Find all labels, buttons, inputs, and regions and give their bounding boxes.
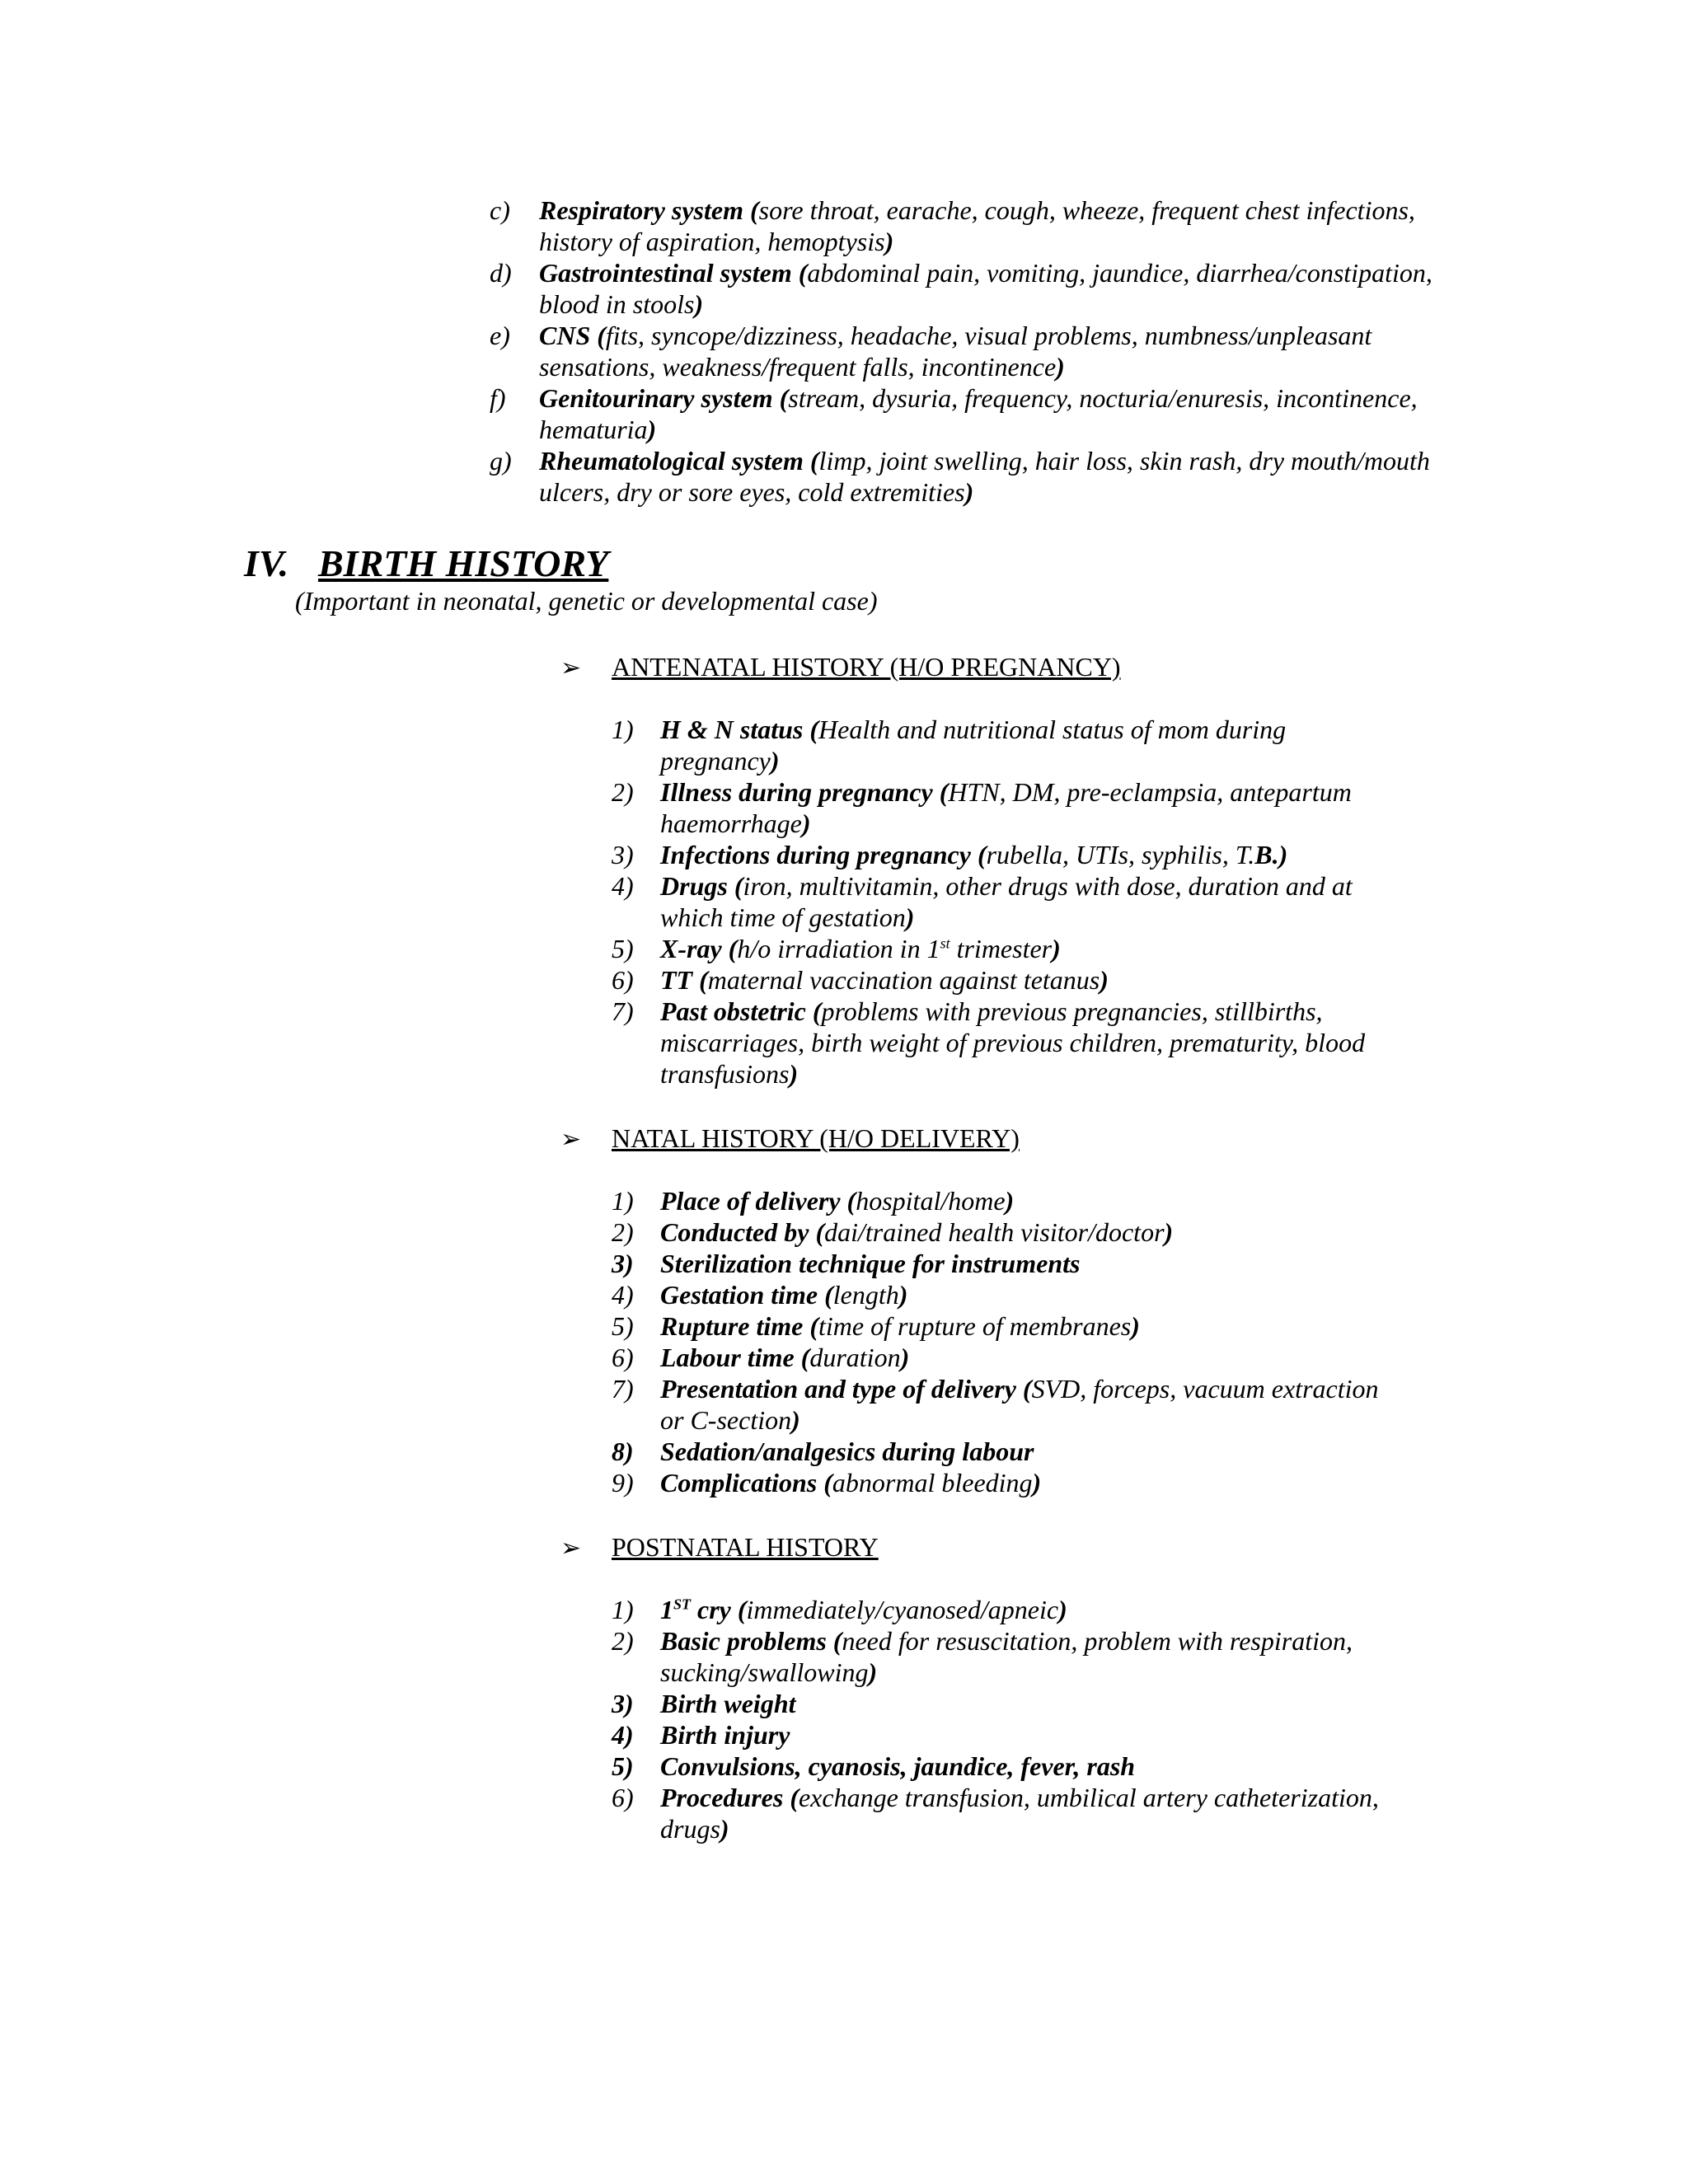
list-item	[0, 1750, 1688, 1782]
subsection-natal	[560, 1122, 1020, 1155]
item-description: exchange transfusion, umbilical artery catheterization, drugs	[660, 1783, 1379, 1844]
list-item: c) Respiratory system (sore throat, earache, cough, wheeze, frequent chest infections, history of aspiration, hemoptysis)	[490, 195, 1415, 256]
item-term: Basic problems	[660, 1626, 827, 1656]
item-description: problems with previous pregnancies, stillbirths, miscarriages, birth weight of previous children, prematurity, blood transfusions	[660, 996, 1366, 1089]
list-item: 7) Past obstetric (problems with previous pregnancies, stillbirths, miscarriages, birth weight of previous children, prematurity, blood transfusions)	[612, 996, 1366, 1089]
list-item: d) Gastrointestinal system (abdominal pain, vomiting, jaundice, diarrhea/constipation, blood in stools)	[490, 258, 1432, 319]
list-item	[0, 1719, 1688, 1750]
postnatal-list	[0, 1594, 1688, 1844]
list-item: 1) 1ST cry (immediately/cyanosed/apneic)	[612, 1595, 1067, 1624]
list-item: 2) Basic problems (need for resuscitation, problem with respiration, sucking/swallowing)	[612, 1626, 1353, 1687]
list-item: 2) Conducted by (dai/trained health visitor/doctor)	[612, 1217, 1174, 1247]
item-term: H & N status	[660, 715, 804, 744]
arrow-bullet-icon: ➢	[560, 1535, 582, 1562]
list-number: 2)	[612, 1217, 634, 1247]
item-description: abnormal bleeding	[832, 1468, 1033, 1497]
list-item: 1) Place of delivery (hospital/home)	[612, 1186, 1015, 1216]
item-description: dai/trained health visitor/doctor	[824, 1217, 1165, 1247]
subsection-postnatal	[560, 1531, 879, 1564]
list-marker: c)	[490, 195, 510, 225]
list-marker: d)	[490, 258, 512, 288]
item-description: immediately/cyanosed/apneic	[746, 1595, 1059, 1624]
subsection-title: NATAL HISTORY (H/O DELIVERY)	[612, 1123, 1020, 1153]
item-term: Labour time	[660, 1343, 795, 1372]
list-item: 4) Drugs (iron, multivitamin, other drugs with dose, duration and at which time of gestation)	[612, 871, 1353, 932]
list-number: 4)	[612, 871, 634, 901]
section-number: IV.	[244, 542, 289, 584]
list-item: 7) Presentation and type of delivery (SVD, forceps, vacuum extraction or C-section)	[612, 1374, 1379, 1435]
list-marker: g)	[490, 446, 512, 476]
list-item	[0, 1688, 1688, 1719]
list-number: 5)	[612, 1751, 634, 1781]
list-number: 6)	[612, 1783, 634, 1812]
item-term: Illness during pregnancy	[660, 777, 933, 807]
item-term: Past obstetric	[660, 996, 806, 1026]
list-item: g) Rheumatological system (limp, joint swelling, hair loss, skin rash, dry mouth/mouth ulcers, dry or sore eyes, cold extremities)	[490, 446, 1430, 507]
list-item: 5) Rupture time (time of rupture of membranes)	[612, 1311, 1140, 1341]
list-item: 4) Gestation time (length)	[612, 1280, 908, 1310]
item-term: Gastrointestinal system	[539, 258, 792, 288]
item-term: Place of delivery	[660, 1186, 841, 1216]
item-term: Infections during pregnancy	[660, 840, 971, 869]
item-term: Presentation and type of delivery	[660, 1374, 1016, 1404]
list-item	[0, 1436, 1688, 1467]
list-item: 2) Illness during pregnancy (HTN, DM, pre-eclampsia, antepartum haemorrhage)	[612, 777, 1352, 838]
list-number: 3)	[612, 1249, 634, 1278]
list-item: 6) Labour time (duration)	[612, 1343, 910, 1372]
list-item: 6) Procedures (exchange transfusion, umbilical artery catheterization, drugs)	[612, 1783, 1379, 1844]
item-term: 1	[660, 1595, 673, 1624]
item-term: Drugs	[660, 871, 728, 901]
item-term: Complications	[660, 1468, 818, 1497]
subsection-antenatal	[560, 651, 1121, 684]
list-item: 6) TT (maternal vaccination against tetanus)	[612, 965, 1109, 995]
item-description: time of rupture of membranes	[818, 1311, 1132, 1341]
item-term: Birth weight	[660, 1689, 796, 1718]
list-number: 9)	[612, 1468, 634, 1497]
arrow-bullet-icon: ➢	[560, 654, 582, 682]
item-term: Convulsions, cyanosis, jaundice, fever, rash	[660, 1751, 1136, 1781]
item-term: Birth injury	[660, 1720, 790, 1750]
item-description: limp, joint swelling, hair loss, skin rash, dry mouth/mouth ulcers, dry or sore eyes, cold extremities	[539, 446, 1430, 507]
item-term: TT	[660, 965, 693, 995]
list-item: 1) H & N status (Health and nutritional status of mom during pregnancy)	[612, 715, 1287, 776]
item-description: duration	[809, 1343, 901, 1372]
section-title: BIRTH HISTORY	[318, 542, 609, 584]
section-note: (Important in neonatal, genetic or developmental case)	[295, 586, 878, 616]
list-number: 7)	[612, 1374, 634, 1404]
list-marker: e)	[490, 321, 510, 350]
list-number: 6)	[612, 1343, 634, 1372]
item-term: Rupture time	[660, 1311, 804, 1341]
item-term: Conducted by	[660, 1217, 809, 1247]
list-number: 2)	[612, 1626, 634, 1656]
item-term: CNS	[539, 321, 591, 350]
list-number: 1)	[612, 715, 634, 744]
list-item: 3) Infections during pregnancy (rubella, UTIs, syphilis, T.B.)	[612, 840, 1288, 869]
list-number: 7)	[612, 996, 634, 1026]
list-marker: f)	[490, 383, 506, 413]
item-description: stream, dysuria, frequency, nocturia/enuresis, incontinence, hematuria	[539, 383, 1418, 444]
list-number: 3)	[612, 840, 634, 869]
item-description: rubella, UTIs, syphilis, T.	[986, 840, 1255, 869]
antenatal-list	[0, 714, 1688, 1090]
item-term: Procedures	[660, 1783, 784, 1812]
list-item: 9) Complications (abnormal bleeding)	[612, 1468, 1042, 1497]
item-description: HTN, DM, pre-eclampsia, antepartum haemorrhage	[660, 777, 1352, 838]
natal-list	[0, 1185, 1688, 1498]
item-description: hospital/home	[856, 1186, 1006, 1216]
item-description: maternal vaccination against tetanus	[707, 965, 1100, 995]
list-number: 6)	[612, 965, 634, 995]
subsection-title: ANTENATAL HISTORY (H/O PREGNANCY)	[612, 652, 1121, 682]
item-term: Sedation/analgesics during labour	[660, 1436, 1034, 1466]
item-term: Genitourinary system	[539, 383, 773, 413]
item-description: sore throat, earache, cough, wheeze, frequent chest infections, history of aspiration, hemoptysis	[539, 195, 1415, 256]
item-description: Health and nutritional status of mom during pregnancy	[660, 715, 1287, 776]
item-description: need for resuscitation, problem with respiration, sucking/swallowing	[660, 1626, 1353, 1687]
item-description: iron, multivitamin, other drugs with dose, duration and at which time of gestation	[660, 871, 1353, 932]
item-term: Respiratory system	[539, 195, 743, 225]
arrow-bullet-icon: ➢	[560, 1126, 582, 1153]
subsection-title: POSTNATAL HISTORY	[612, 1532, 879, 1562]
item-term: Sterilization technique for instruments	[660, 1249, 1081, 1278]
list-number: 8)	[612, 1436, 634, 1466]
item-description: fits, syncope/dizziness, headache, visual problems, numbness/unpleasant sensations, weakness/frequent falls, incontinence	[539, 321, 1372, 382]
list-number: 5)	[612, 1311, 634, 1341]
list-number: 1)	[612, 1595, 634, 1624]
item-description: SVD, forceps, vacuum extraction or C-section	[660, 1374, 1379, 1435]
section-heading	[244, 541, 608, 587]
list-item: e) CNS (fits, syncope/dizziness, headache, visual problems, numbness/unpleasant sensations, weakness/frequent falls, incontinence)	[490, 321, 1372, 382]
list-item: f) Genitourinary system (stream, dysuria, frequency, nocturia/enuresis, incontinence, hematuria)	[490, 383, 1418, 444]
list-item	[0, 1248, 1688, 1279]
item-description: abdominal pain, vomiting, jaundice, diarrhea/constipation, blood in stools	[539, 258, 1432, 319]
item-description: h/o irradiation in 1	[737, 934, 940, 963]
item-term: X-ray	[660, 934, 722, 963]
list-number: 2)	[612, 777, 634, 807]
list-number: 4)	[612, 1720, 634, 1750]
item-term: Rheumatological system	[539, 446, 804, 476]
list-number: 4)	[612, 1280, 634, 1310]
list-number: 1)	[612, 1186, 634, 1216]
list-item: 5) X-ray (h/o irradiation in 1st trimester)	[612, 934, 1061, 963]
item-description: length	[832, 1280, 899, 1310]
list-number: 3)	[612, 1689, 634, 1718]
item-term: Gestation time	[660, 1280, 818, 1310]
list-number: 5)	[612, 934, 634, 963]
systems-list	[0, 194, 1688, 508]
